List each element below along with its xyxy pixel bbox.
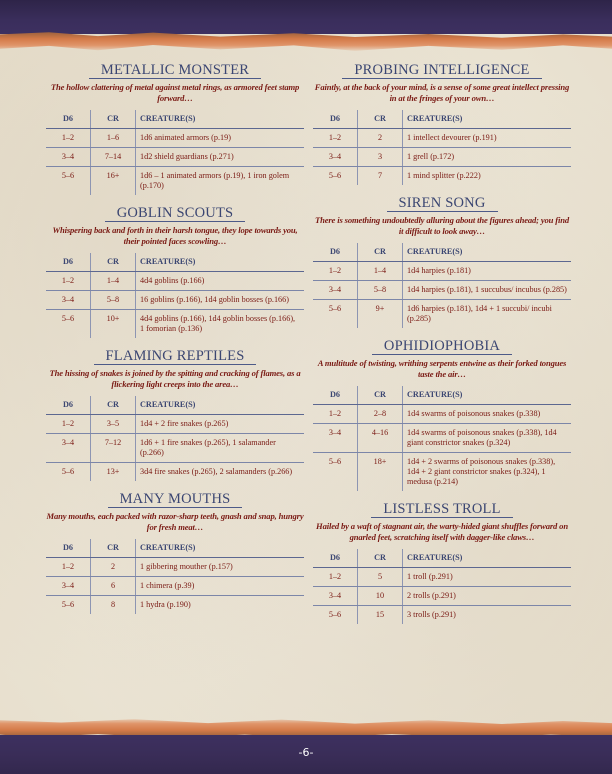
table-row (46, 167, 304, 196)
table-row (46, 463, 304, 482)
cell-cr: 9+ (358, 300, 403, 329)
cell-creatures: 1d6 + 1 fire snakes (p.265), 1 salamander (p.266) (136, 434, 305, 463)
header-creatures: CREATURE(S) (136, 539, 305, 558)
cell-d6: 3–4 (313, 148, 358, 167)
cell-cr: 5 (358, 568, 403, 587)
header-cr: CR (358, 386, 403, 405)
section-title: SIREN SONG (313, 195, 571, 212)
table-row (313, 300, 571, 329)
cell-cr: 2 (91, 558, 136, 577)
flavor-text: The hollow clattering of metal against metal rings, as armored feet stamp forward… (50, 82, 300, 103)
top-purple-band (0, 0, 612, 34)
table-row (313, 453, 571, 492)
encounter-table (313, 549, 571, 624)
header-cr: CR (358, 243, 403, 262)
table-header-row (313, 110, 571, 129)
section-title: LISTLESS TROLL (313, 501, 571, 518)
cell-cr: 6 (91, 577, 136, 596)
header-d6: D6 (313, 110, 358, 129)
cell-d6: 1–2 (313, 262, 358, 281)
cell-cr: 1–4 (358, 262, 403, 281)
cell-cr: 4–16 (358, 424, 403, 453)
cell-creatures: 1 troll (p.291) (403, 568, 572, 587)
table-header-row (313, 386, 571, 405)
header-creatures: CREATURE(S) (403, 243, 572, 262)
cell-creatures: 3d4 fire snakes (p.265), 2 salamanders (p.266) (140, 467, 293, 476)
cell-d6: 3–4 (313, 424, 358, 453)
encounter-table (46, 396, 304, 481)
table-row (313, 262, 571, 281)
header-cr: CR (91, 110, 136, 129)
cell-cr: 1–4 (91, 272, 136, 291)
cell-cr: 16+ (91, 167, 136, 196)
table-header-row (313, 549, 571, 568)
encounter-table (313, 110, 571, 185)
header-creatures: CREATURE(S) (403, 386, 572, 405)
flavor-text: There is something undoubtedly alluring about the figures ahead; you find it difficult to look away… (314, 215, 570, 236)
table-row (46, 415, 304, 434)
cell-cr: 5–8 (358, 281, 403, 300)
cell-creatures: 1d6 harpies (p.181), 1d4 + 1 succubi/ incubi (p.285) (407, 304, 552, 323)
header-d6: D6 (313, 386, 358, 405)
cell-creatures: 2 trolls (p.291) (403, 587, 572, 606)
cell-creatures: 1 hydra (p.190) (140, 600, 191, 609)
cell-d6: 1–2 (313, 405, 358, 424)
table-row (313, 424, 571, 453)
cell-creatures: 3 trolls (p.291) (407, 610, 456, 619)
flavor-text: Hailed by a waft of stagnant air, the warty-hided giant shuffles forward on gnarled feet, scratching itself with dagger-like claws… (316, 521, 568, 542)
header-creatures: CREATURE(S) (403, 110, 572, 129)
encounter-metallic-monster (46, 62, 304, 195)
table-row (313, 148, 571, 167)
cell-creatures: 1 intellect devourer (p.191) (403, 129, 572, 148)
encounter-table (46, 539, 304, 614)
header-cr: CR (91, 253, 136, 272)
right-column (313, 62, 571, 634)
encounter-table (313, 243, 571, 328)
encounter-listless-troll (313, 501, 571, 624)
cell-creatures: 1d4 harpies (p.181) (403, 262, 572, 281)
cell-d6: 1–2 (313, 568, 358, 587)
encounter-goblin-scouts (46, 205, 304, 338)
encounter-many-mouths (46, 491, 304, 614)
table-row (313, 405, 571, 424)
cell-creatures: 4d4 goblins (p.166) (136, 272, 305, 291)
cell-cr: 10 (358, 587, 403, 606)
header-d6: D6 (46, 396, 91, 415)
cell-d6: 5–6 (313, 167, 358, 186)
cell-d6: 3–4 (46, 434, 91, 463)
section-title: PROBING INTELLIGENCE (313, 62, 571, 79)
cell-cr: 1–6 (91, 129, 136, 148)
table-header-row (46, 253, 304, 272)
table-row (313, 281, 571, 300)
cell-d6: 5–6 (46, 167, 91, 196)
cell-d6: 1–2 (46, 272, 91, 291)
flavor-text: The hissing of snakes is joined by the spitting and cracking of flames, as a flickering light creeps into the area… (49, 368, 301, 389)
flavor-text: Whispering back and forth in their harsh tongue, they lope towards you, their pointed faces scowling… (52, 225, 298, 246)
cell-d6: 5–6 (46, 310, 91, 339)
cell-d6: 1–2 (46, 415, 91, 434)
section-title: MANY MOUTHS (46, 491, 304, 508)
cell-creatures: 4d4 goblins (p.166), 1d4 goblin bosses (p.166), 1 fomorian (p.136) (140, 314, 296, 333)
table-row (46, 291, 304, 310)
cell-d6: 3–4 (313, 281, 358, 300)
table-row (46, 129, 304, 148)
flavor-text: Faintly, at the back of your mind, is a sense of some great intellect pressing in at the fringes of your own… (314, 82, 570, 103)
header-d6: D6 (313, 243, 358, 262)
section-title: OPHIDIOPHOBIA (313, 338, 571, 355)
cell-cr: 3–5 (91, 415, 136, 434)
header-creatures: CREATURE(S) (136, 253, 305, 272)
cell-creatures: 1d6 animated armors (p.19) (136, 129, 305, 148)
cell-d6: 1–2 (313, 129, 358, 148)
cell-cr: 10+ (91, 310, 136, 339)
header-cr: CR (91, 396, 136, 415)
encounter-probing-intelligence (313, 62, 571, 185)
table-header-row (313, 243, 571, 262)
table-row (313, 606, 571, 625)
cell-creatures: 1d4 swarms of poisonous snakes (p.338), 1d4 giant constrictor snakes (p.324) (403, 424, 572, 453)
header-d6: D6 (313, 549, 358, 568)
table-row (313, 587, 571, 606)
header-creatures: CREATURE(S) (136, 396, 305, 415)
encounter-siren-song (313, 195, 571, 328)
cell-creatures: 1 gibbering mouther (p.157) (136, 558, 305, 577)
cell-d6: 5–6 (313, 300, 358, 329)
left-column (46, 62, 304, 624)
cell-d6: 3–4 (313, 587, 358, 606)
cell-cr: 2 (358, 129, 403, 148)
table-row (313, 568, 571, 587)
encounter-table (313, 386, 571, 491)
encounter-table (46, 110, 304, 195)
section-title: GOBLIN SCOUTS (46, 205, 304, 222)
cell-d6: 3–4 (46, 291, 91, 310)
table-header-row (46, 539, 304, 558)
cell-cr: 5–8 (91, 291, 136, 310)
cell-creatures: 1d4 harpies (p.181), 1 succubus/ incubus (p.285) (403, 281, 572, 300)
flavor-text: A multitude of twisting, writhing serpents entwine as their forked tongues taste the air… (317, 358, 567, 379)
table-row (313, 167, 571, 186)
cell-creatures: 16 goblins (p.166), 1d4 goblin bosses (p.166) (136, 291, 305, 310)
cell-cr: 8 (91, 596, 136, 615)
cell-cr: 15 (358, 606, 403, 625)
cell-creatures: 1d4 + 2 swarms of poisonous snakes (p.338), 1d4 + 2 giant constrictor snakes (p.324), 1 medusa (p.214) (407, 457, 556, 486)
table-row (46, 434, 304, 463)
table-row (46, 596, 304, 615)
cell-cr: 18+ (358, 453, 403, 492)
cell-creatures: 1d4 + 2 fire snakes (p.265) (136, 415, 305, 434)
cell-cr: 7 (358, 167, 403, 186)
cell-cr: 2–8 (358, 405, 403, 424)
header-creatures: CREATURE(S) (136, 110, 305, 129)
cell-d6: 5–6 (46, 463, 91, 482)
table-row (46, 272, 304, 291)
flavor-text: Many mouths, each packed with razor-sharp teeth, gnash and snap, hungry for fresh meat… (46, 511, 304, 532)
cell-cr: 7–12 (91, 434, 136, 463)
cell-d6: 5–6 (313, 606, 358, 625)
cell-creatures: 1d4 swarms of poisonous snakes (p.338) (403, 405, 572, 424)
encounter-ophidiophobia (313, 338, 571, 491)
cell-creatures: 1 chimera (p.39) (136, 577, 305, 596)
table-row (46, 310, 304, 339)
table-row (46, 558, 304, 577)
encounter-table (46, 253, 304, 338)
section-title: METALLIC MONSTER (46, 62, 304, 79)
header-cr: CR (358, 110, 403, 129)
cell-d6: 3–4 (46, 148, 91, 167)
section-title: FLAMING REPTILES (46, 348, 304, 365)
table-row (46, 148, 304, 167)
header-creatures: CREATURE(S) (403, 549, 572, 568)
header-d6: D6 (46, 253, 91, 272)
table-header-row (46, 396, 304, 415)
cell-d6: 3–4 (46, 577, 91, 596)
header-d6: D6 (46, 110, 91, 129)
cell-cr: 3 (358, 148, 403, 167)
table-header-row (46, 110, 304, 129)
table-row (313, 129, 571, 148)
cell-d6: 5–6 (46, 596, 91, 615)
cell-creatures: 1 mind splitter (p.222) (407, 171, 481, 180)
cell-creatures: 1d2 shield guardians (p.271) (136, 148, 305, 167)
cell-cr: 7–14 (91, 148, 136, 167)
cell-creatures: 1d6 – 1 animated armors (p.19), 1 iron golem (p.170) (140, 171, 290, 190)
cell-cr: 13+ (91, 463, 136, 482)
header-cr: CR (358, 549, 403, 568)
table-row (46, 577, 304, 596)
header-d6: D6 (46, 539, 91, 558)
cell-creatures: 1 grell (p.172) (403, 148, 572, 167)
page-number: -6- (298, 746, 314, 759)
cell-d6: 5–6 (313, 453, 358, 492)
cell-d6: 1–2 (46, 129, 91, 148)
encounter-flaming-reptiles (46, 348, 304, 481)
header-cr: CR (91, 539, 136, 558)
cell-d6: 1–2 (46, 558, 91, 577)
